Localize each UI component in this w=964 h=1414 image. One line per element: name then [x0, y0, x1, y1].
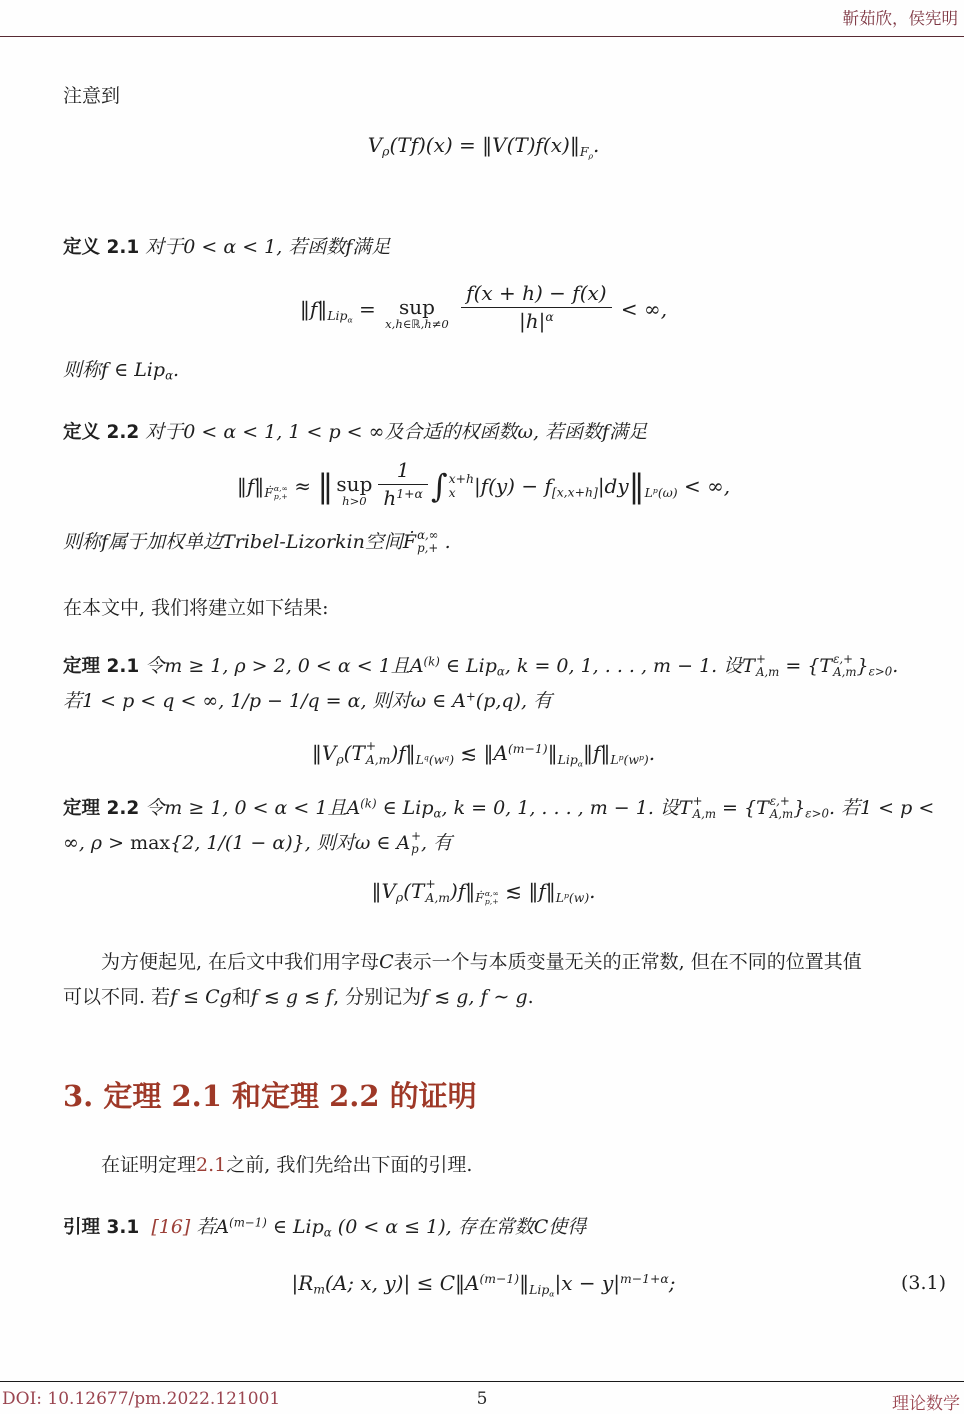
display-math: $V_\rho(Tf)(x)$ = $‖V(T)f(x)‖_{F_\rho}$. [367, 133, 600, 161]
formula-theorem-2-2 [63, 876, 904, 907]
text-line [63, 684, 904, 719]
section-3-heading: 3. 定理 2.1 和定理 2.2 的证明 [63, 1079, 477, 1114]
text-run: 满足 [352, 236, 391, 258]
math-inline: $A^{(k)}$ ∈ Lip$_\alpha$, k = 0, 1, . . . , m − 1. [346, 796, 654, 821]
text-run: . [438, 531, 451, 553]
text-run: 令 [139, 797, 165, 819]
text-line [63, 591, 904, 626]
doi-link[interactable]: DOI: 10.12677/pm.2022.121001 [2, 1389, 281, 1409]
formula-variation-operator [63, 130, 904, 160]
lemma-intro [63, 1148, 904, 1183]
display-math: $|R_m(A$; x, $y)| \le C‖A^{(m-1)}‖_{Lip_\alpha}|x - y|^{m-1+\alpha}$; [291, 1270, 676, 1298]
text-run: , 若函数 [276, 236, 346, 258]
text-run: , 有 [520, 690, 553, 712]
text-run: 可以不同. 若 [63, 986, 171, 1009]
text-run: , 有 [421, 832, 453, 854]
text-run: 及合适的权函数 [384, 421, 518, 443]
math-inline: m ≥ 1, ρ > 2, 0 < α < 1 [164, 655, 391, 677]
journal-name-link[interactable]: 理论数学 [892, 1394, 960, 1414]
math-inline: f ≤ Cg [170, 986, 232, 1009]
text-run: . [527, 986, 534, 1009]
text-line [63, 791, 935, 826]
text-run: 之前, 我们先给出下面的引理. [226, 1153, 473, 1176]
math-inline: 0 < α < 1 [183, 236, 277, 258]
text-run: 在证明定理 [101, 1153, 197, 1176]
text-run: 对于 [139, 421, 184, 443]
theorem-2-1 [63, 649, 904, 719]
text-run [139, 1216, 151, 1238]
text-line [63, 980, 904, 1015]
math-inline: ω [517, 421, 533, 443]
math-inline: ∞, ρ > max{2, 1/(1 − α)} [63, 832, 305, 854]
math-inline: ω ∈ A + p [354, 828, 422, 857]
text-run: . [173, 359, 180, 381]
text-run: 定理 2.2 [63, 798, 140, 819]
header-rule [0, 36, 964, 37]
math-inline: C [533, 1215, 549, 1238]
math-inline: C [379, 951, 394, 974]
text-run: 表示一个与本质变量无关的正常数, 但在不同的位置其值 [393, 951, 862, 974]
math-inline: T + A,m = {T ε,+ A,m }$_{\varepsilon>0}$. [742, 651, 899, 680]
math-inline: f ≲ g ≲ f [250, 986, 334, 1009]
text-run: 定义 2.2 [63, 422, 140, 443]
math-inline: f [101, 531, 109, 553]
page-footer [0, 1381, 964, 1414]
definition-2-2 [63, 415, 904, 450]
text-run: 设 [653, 797, 679, 819]
text-run: , 则对 [304, 832, 355, 854]
page-header-authors: 靳茹欣，侯宪明 [842, 9, 958, 28]
math-inline: Ḟ α,∞ p,+ [402, 527, 439, 556]
text-run: 属于加权单边 [108, 531, 223, 553]
text-run: 引理 3.1 [63, 1216, 140, 1238]
text-line [63, 649, 904, 684]
formula-theorem-2-1 [63, 738, 904, 768]
text-run: 若 [63, 690, 83, 712]
math-inline: 0 < α < 1, 1 < p < ∞ [183, 421, 385, 443]
text-line [63, 415, 904, 450]
definition-2-1 [63, 230, 904, 265]
text-run: 满足 [609, 421, 648, 443]
notice-paragraph [63, 79, 904, 114]
text-run: 注意到 [63, 85, 121, 107]
math-inline: f ≲ g, f ∼ g [421, 986, 528, 1009]
formula-lipschitz-norm [63, 281, 904, 334]
text-run: 且 [390, 655, 410, 677]
text-run: , 则对 [360, 690, 411, 712]
constant-convention [63, 945, 904, 1015]
text-run: , 若函数 [532, 421, 603, 443]
footer-row [0, 1382, 964, 1414]
text-run: 若 [190, 1215, 216, 1238]
equation-number: (3.1) [900, 1271, 946, 1294]
formula-3-1 [63, 1268, 946, 1298]
math-inline: f [602, 421, 610, 443]
text-run: 令 [139, 655, 165, 677]
math-inline: 1 < p < q < ∞, 1/p − 1/q = α [82, 690, 361, 712]
text-line [63, 353, 904, 388]
text-run: 若 [835, 797, 861, 819]
text-run: 则称 [63, 531, 102, 553]
math-inline: f [345, 236, 353, 258]
citation-link[interactable]: [16] [151, 1215, 191, 1238]
citation-link[interactable]: 2.1 [196, 1153, 227, 1176]
text-run: 和 [231, 986, 251, 1009]
display-math: $‖f‖_{Lip_\alpha}$ = sup x,h∈ℝ,h≠0 $\frac{f(x + h) - f(x)}{|h|^\alpha}$ < ∞, [299, 281, 668, 333]
text-run: 对于 [139, 236, 184, 258]
text-run: 且 [327, 797, 347, 819]
text-run: 为方便起见, 在后文中我们用字母 [101, 951, 380, 974]
text-run: 定理 2.1 [63, 656, 140, 677]
text-run: 在本文中, 我们将建立如下结果: [63, 597, 329, 619]
math-inline: f ∈ Lip$_\alpha$ [101, 359, 174, 383]
theorem-2-2 [63, 791, 935, 861]
display-math: $‖V_\rho(T$ + A,m )$f‖_{Ḟ \alpha,\infty p,+}$ ≲ $‖f‖_{L^p(w)}$. [371, 876, 596, 907]
text-run: 空间 [364, 531, 403, 553]
display-math: $‖V_\rho(T$ + A,m )$f‖_{L^q(w^q)}$ ≲ $‖A^{(m-1)}‖_{Lip_\alpha}‖f‖_{L^p(w^p)}$. [311, 738, 656, 769]
document-body [0, 79, 964, 1298]
text-line [63, 945, 904, 980]
text-line [63, 1148, 904, 1183]
text-run: 使得 [548, 1215, 587, 1238]
math-inline: Tribel-Lizorkin [222, 531, 365, 553]
lemma-3-1 [63, 1210, 904, 1245]
results-intro [63, 591, 904, 626]
formula-triebel-lizorkin-norm [63, 458, 904, 511]
text-line [63, 826, 904, 861]
math-inline: $A^{(m-1)}$ ∈ Lip$_\alpha$ (0 < α ≤ 1) [215, 1215, 446, 1240]
math-inline: m ≥ 1, 0 < α < 1 [164, 797, 328, 819]
text-line [63, 230, 904, 265]
page-header [0, 0, 964, 36]
text-line [63, 79, 904, 114]
lipschitz-membership [63, 353, 904, 388]
display-math: $‖f‖_{Ḟ \alpha,\infty p,+}$ ≈ ‖ sup h>0 $\frac{1}{h^{1+\alpha}}$ ∫ x+h x $|f(y) - f_{[x,x+h]}|dy‖_{L^p(\omega)}$ < ∞, [236, 458, 731, 510]
text-run: , 分别记为 [333, 986, 422, 1009]
text-run: 定义 2.1 [63, 237, 140, 258]
text-line [63, 1210, 904, 1245]
text-run: , 存在常数 [445, 1215, 534, 1238]
math-inline: $A^{(k)}$ ∈ Lip$_\alpha$, k = 0, 1, . . . , m − 1. [409, 654, 718, 679]
math-inline: 1 < p < [860, 797, 935, 819]
page-number: 5 [476, 1389, 488, 1409]
text-run: 设 [717, 655, 743, 677]
triebel-lizorkin-membership [63, 525, 904, 560]
math-inline: T + A,m = {T ε,+ A,m }$_{\varepsilon>0}$. [678, 793, 835, 822]
math-inline: ω ∈ A+(p,q) [410, 689, 521, 712]
text-run: 则称 [63, 359, 102, 381]
text-line [63, 525, 904, 560]
